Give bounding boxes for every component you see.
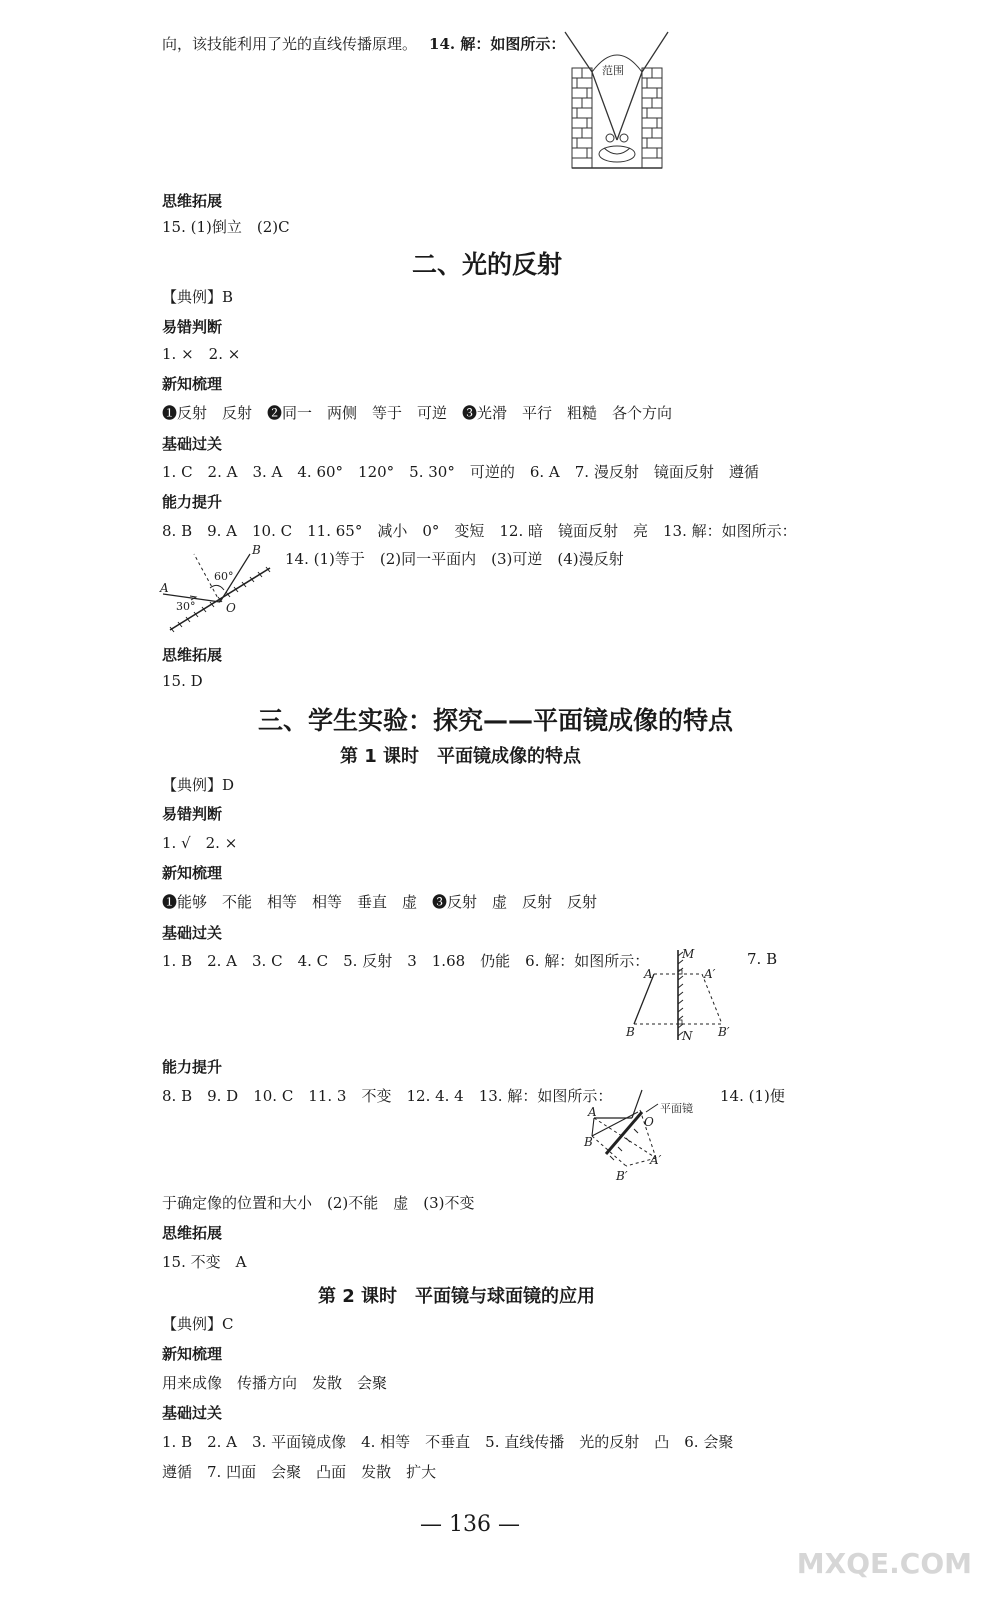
fig-label-B-prime: B′ [616,1169,628,1183]
section-title: 二、光的反射 [412,250,563,279]
fig-label-O: O [644,1115,654,1129]
answer-15: 15. 不变 A [162,1253,247,1271]
section-heading: 思维拓展 [162,1224,223,1242]
fig-label-M: M [682,947,695,961]
watermark: MXQE.COM [796,1547,972,1580]
answer-14-start: 14. (1)便 [720,1087,785,1105]
answer-7: 7. B [747,950,778,968]
answer-line: 向，该技能利用了光的直线传播原理。 [162,35,418,53]
section-heading: 新知梳理 [162,375,223,393]
page-number: — 136 — [420,1512,520,1537]
reflection-figure [158,544,283,634]
judge-answers: 1. √ 2. × [162,834,238,852]
lesson-title: 第 2 课时 平面镜与球面镜的应用 [318,1286,596,1307]
text-line [162,33,565,54]
fig-label-B-prime: B′ [718,1025,730,1039]
plane-mirror-figure [580,1084,720,1184]
fig-label-30: 30° [176,600,196,613]
section-heading: 易错判断 [162,805,223,823]
fig-label-A-prime: A′ [704,967,716,981]
ability-answers: 8. B 9. D 10. C 11. 3 不变 12. 4. 4 13. 解：如图所示： [162,1087,613,1105]
section-heading: 易错判断 [162,318,223,336]
ability-answers: 8. B 9. A 10. C 11. 65° 减小 0° 变短 12. 暗 镜面反射 亮 13. 解：如图所示： [162,522,797,540]
new-knowledge-answers: ❶能够 不能 相等 相等 垂直 虚 ❸反射 虚 反射 反射 [162,893,598,911]
mirror-image-figure [622,944,747,1046]
new-knowledge-answers: ❶反射 反射 ❷同一 两侧 等于 可逆 ❸光滑 平行 粗糙 各个方向 [162,404,673,422]
answer-14-continued: 于确定像的位置和大小 (2)不能 虚 (3)不变 [162,1194,475,1212]
section-heading: 思维拓展 [162,646,223,664]
section-heading: 基础过关 [162,1404,223,1422]
fig-label-A-prime: A′ [650,1153,662,1167]
section-title: 三、学生实验：探究——平面镜成像的特点 [258,706,734,735]
section-heading: 能力提升 [162,1058,223,1076]
basic-answers: 1. C 2. A 3. A 4. 60° 120° 5. 30° 可逆的 6. A 7. 漫反射 镜面反射 遵循 [162,463,759,481]
section-heading: 能力提升 [162,493,223,511]
frog-well-figure [560,28,672,180]
example-answer: 【典例】D [162,776,235,794]
lesson-title: 第 1 课时 平面镜成像的特点 [340,746,582,767]
fig-label-60: 60° [214,570,234,583]
fig-mirror-label: 平面镜 [660,1102,693,1115]
answer-15: 15. (1)倒立 (2)C [162,218,290,236]
fig-label-B: B [626,1025,635,1039]
section-heading: 基础过关 [162,435,223,453]
fig-label-A: A [588,1105,597,1119]
basic-answers-continued: 遵循 7. 凹面 会聚 凸面 发散 扩大 [162,1463,437,1481]
example-answer: 【典例】C [162,1315,234,1333]
answer-14: 14. (1)等于 (2)同一平面内 (3)可逆 (4)漫反射 [285,550,624,568]
fig-label-N: N [682,1029,693,1043]
basic-answers: 1. B 2. A 3. C 4. C 5. 反射 3 1.68 仍能 6. 解：如图所示： [162,952,650,970]
section-heading: 新知梳理 [162,864,223,882]
section-heading: 基础过关 [162,924,223,942]
answer-14: 14. 解：如图所示： [429,35,566,53]
example-answer: 【典例】B [162,288,234,306]
fig-label-A: A [644,967,653,981]
new-knowledge-answers: 用来成像 传播方向 发散 会聚 [162,1374,388,1392]
fig-label-B: B [584,1135,593,1149]
answer-15: 15. D [162,672,203,690]
basic-answers: 1. B 2. A 3. 平面镜成像 4. 相等 不垂直 5. 直线传播 光的反射 凸 6. 会聚 [162,1433,734,1451]
fig-label-A: A [160,581,169,595]
section-heading: 思维拓展 [162,192,223,210]
section-heading: 新知梳理 [162,1345,223,1363]
judge-answers: 1. × 2. × [162,345,241,363]
fig-label-B: B [252,544,261,557]
fig-range-label: 范围 [602,64,624,77]
fig-label-O: O [226,601,236,615]
